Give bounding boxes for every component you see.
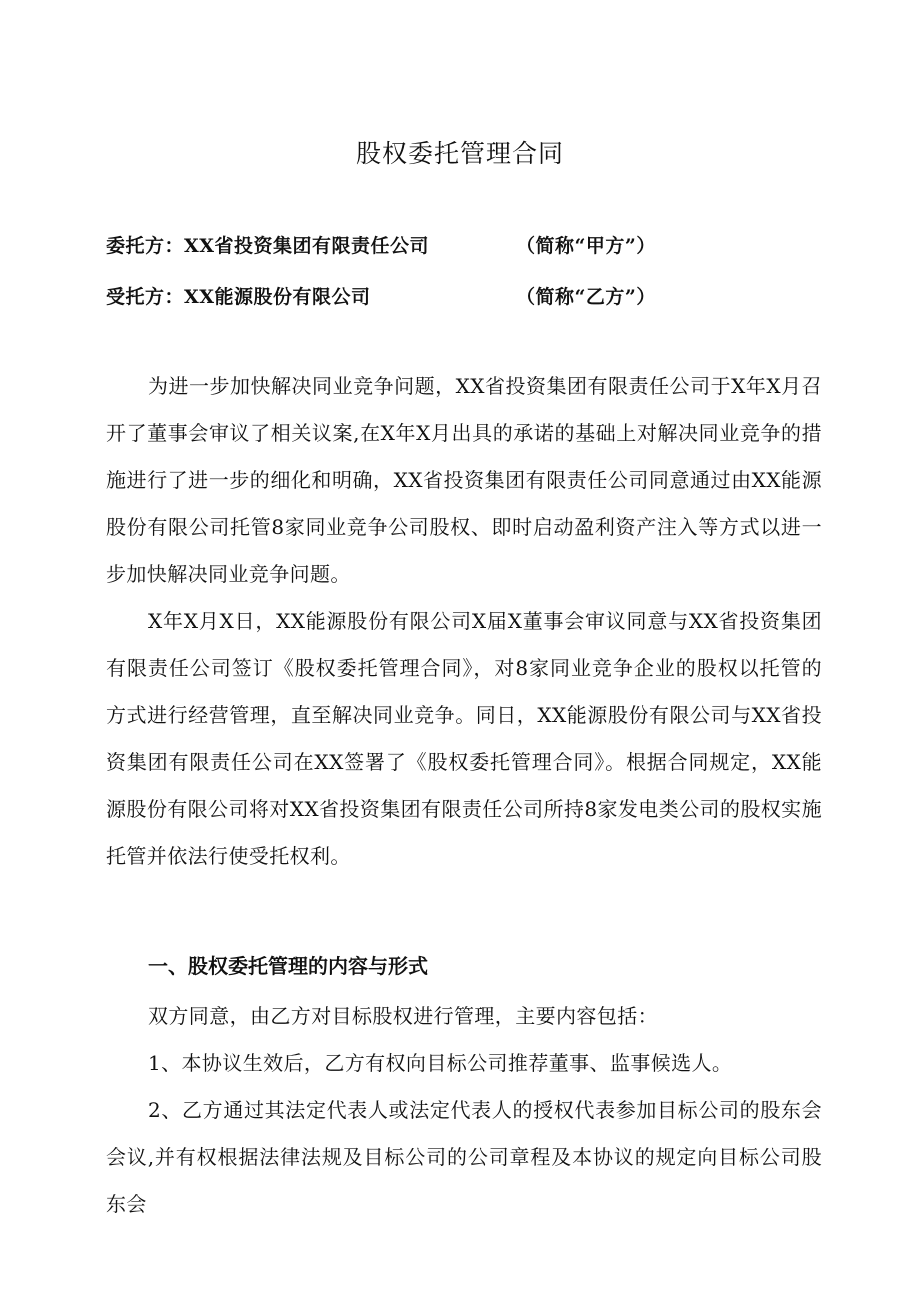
paragraph-background: 为进一步加快解决同业竞争问题，XX省投资集团有限责任公司于X年X月召开了董事会审议了相关议案,在X年X月出具的承诺的基础上对解决同业竞争的措施进行了进一步的细化和明确，XX省投资集团有限责任公司同意通过由XX能源股份有限公司托管8家同业竞争公司股权、即时启动盈利资产注入等方式以进一步加快解决同业竞争问题。	[106, 374, 822, 586]
intro-body	[106, 363, 822, 880]
paragraph-resolution: X年X月X日，XX能源股份有限公司X届X董事会审议同意与XX省投资集团有限责任公司签订《股权委托管理合同》，对8家同业竞争企业的股权以托管的方式进行经营管理，直至解决同业竞争。同日，XX能源股份有限公司与XX省投资集团有限责任公司在XX签署了《股权委托管理合同》。根据合同规定，XX能源股份有限公司将对XX省投资集团有限责任公司所持8家发电类公司的股权实施托管并依法行使受托权利。	[106, 609, 822, 868]
section-item-2: 2、乙方通过其法定代表人或法定代表人的授权代表参加目标公司的股东会会议,并有权根据法律法规及目标公司的公司章程及本协议的规定向目标公司股东会	[106, 1098, 822, 1216]
party-entrusting-label: 委托方：XX省投资集团有限责任公司	[106, 235, 429, 257]
section-item-1: 1、本协议生效后，乙方有权向目标公司推荐董事、监事候选人。	[148, 1051, 733, 1075]
party-entrusting-abbr: （简称“甲方”）	[516, 235, 656, 257]
party-entrusted-abbr: （简称“乙方”）	[516, 286, 656, 308]
document-title: 股权委托管理合同	[355, 139, 564, 168]
party-entrusted	[106, 282, 656, 309]
section-paragraph: 双方同意，由乙方对目标股权进行管理，主要内容包括：	[148, 1004, 658, 1028]
party-entrusted-label: 受托方：XX能源股份有限公司	[106, 286, 371, 308]
section-body	[106, 993, 822, 1228]
section-heading: 一、股权委托管理的内容与形式	[148, 954, 428, 978]
party-entrusting	[106, 231, 656, 258]
